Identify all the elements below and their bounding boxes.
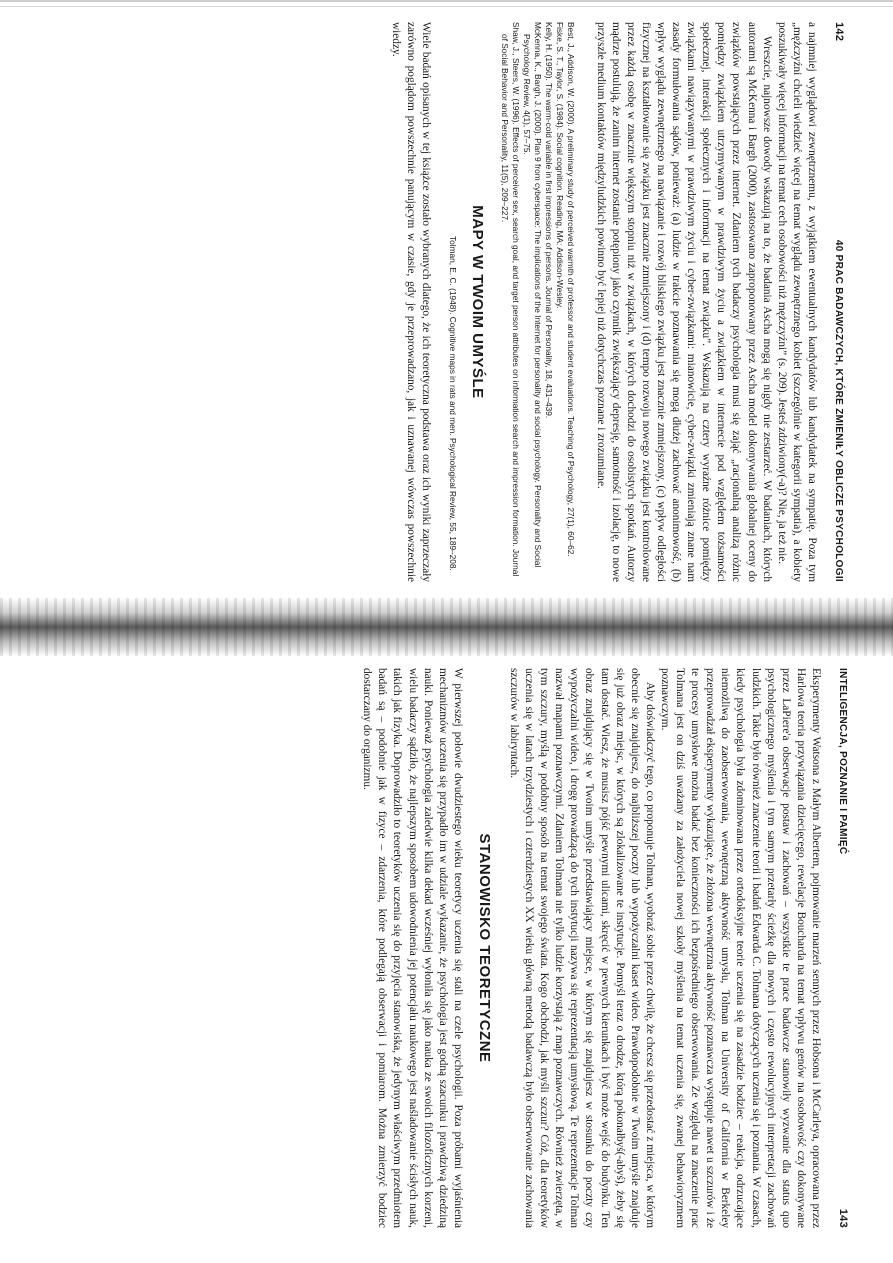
body-paragraph: Wreszcie, najnowsze dowody wskazują na to, że badania Ascha mogą się nigdy nie zestarzeć. W badaniach, których autorami są McKenna i Bargh (2000), zastosowano zaproponowany przez Ascha model dokonywania globalnej oceny do związków powstających przez internet. Zdaniem tych badaczy psychologia musi się zająć „racjonalną analizą różnic pomiędzy związkiem utrzymywanym w prawdziwym życiu a związkiem w internecie pod względem tożsamości społecznej, interakcji społecznych i informacji na temat związku”. Wskazują na cztery wyraźne różnice pomiędzy związkami nawiązywanymi w prawdziwym życiu i cyber-związkami: mianowicie, cyber-związki zmieniają znane nam zasady formułowania sądów, ponieważ: (a) ludzie w trakcie poznawania się mogą dłużej zachować anonimowość, (b) wpływ wyglądu zewnętrznego na nawiązanie i rozwój bliskiego związku jest znacznie zmniejszony, (c) wpływ odległości fizycznej na kształtowanie się związku jest znacznie zmniejszony i (d) tempo rozwoju nowego związku jest kontrolowane przez każdą osobę w znacznie większym stopniu niż w związkach, w których dochodzi do osobistych spotkań. Autorzy mądrze postulują, że zanim internet zostanie potępiony jako czynnik zwiększający depresję, samotność i izolację, to nowe przyszłe medium kontaktów międzyludzkich powinno być lepiej niż dotychczas poznane i zrozumiane. — [594, 22, 773, 582]
page-number: 142 — [833, 22, 845, 42]
body-paragraph: W pierwszej połowie dwudziestego wieku teoretycy uczenia się stali na czele psychologii. Poza próbami wyjaśnienia mechanizmów uczenia się przypadło im w udziale wykazanie, że psychologia jest godną szacunku i prawdziwą dziedziną nauki. Ponieważ psychologia zaledwie kilka dekad wcześniej wyłoniła się jako nauka ze swoich filozoficznych korzeni, wielu badaczy sądziło, że najlepszym sposobem udowodnienia jej potencjału naukowego jest naśladowanie ścisłych nauk, takich jak fizyka. Doprowadziło to teoretyków uczenia się do przyjęcia stanowiska, że jedynym właściwym przedmiotem badań są – podobnie jak w fizyce – zdarzenia, które podlegają obserwacji i pomiarom. Można zmierzyć bodziec dostarczany do organizmu. — [361, 668, 464, 1228]
body-paragraph: a najmniej wyglądowi zewnętrznemu, z wyjątkiem ewentualnych kandydatów lub kandydatek na sympatię. Poza tym „mężczyźni chcieli wiedzieć więcej na temat wyglądu zewnętrznego kobiet (szczególnie w kategorii sympatia), a kobiety poszukiwały więcej informacji na temat cech osobowości niż mężczyźni” (s. 209). Jesteś zdziwiony(-a)? Nie, ja też nie. — [775, 22, 818, 582]
chapter-title: MAPY W TWOIM UMYŚLE — [469, 205, 487, 399]
scan-edge-artifact — [0, 0, 893, 14]
left-page — [26, 22, 846, 582]
running-head — [835, 668, 850, 1228]
running-head-title: INTELIGENCJA, POZNANIE I PAMIĘĆ — [837, 668, 848, 855]
page-number: 143 — [837, 1208, 849, 1228]
running-head-title: 40 PRAC BADAWCZYCH, KTÓRE ZMIENIŁY OBLICZE PSYCHOLOGII — [833, 239, 844, 582]
right-page — [30, 668, 850, 1228]
reference-item: Best, J., Addison, W. (2000). A preliminary study of perceived warmth of professor and student evaluations. Teaching of Psychology, 27(1), 60–62. — [566, 22, 577, 557]
source-reference: Tolman, E. C. (1948). Cognitive maps in rats and men. Psychological Review, 55, 189–208. — [448, 236, 459, 571]
body-paragraph: Eksperymenty Watsona z Małym Albertem, pojmowanie marzeń sennych przez Hobsona i McCarleya, opracowana przez Harlowa teoria przywiązania dziecięcego, rewelacje Boucharda na temat wpływu genów na osobowość czy dokonywane przez LaPiere'a obserwacje postaw i zachowań – wszystkie te prace badawcze stanowiły wyzwanie dla status quo psychologicznego myślenia i tym samym przetarły ścieżkę dla nowych i często rewolucyjnych interpretacji zachowań ludzkich. Takie było również znaczenie teorii i badań Edwarda C. Tolmana dotyczących uczenia się i poznania. W czasach, kiedy psychologia była zdominowana przez ortodoksyjne teorie uczenia się na zasadzie bodziec – reakcja, odrzucające niemożliwą do zaobserwowania, wewnętrzną aktywność umysłu, Tolman na University of California w Berkeley przeprowadzał eksperymenty wykazujące, że złożona wewnętrzna aktywność poznawcza występuje nawet u szczurów i że te procesy umysłowe można badać bez konieczności ich bezpośredniego obserwowania. Ze względu na znaczenie prac Tolmana jest on dziś uważany za założyciela nowej szkoły myślenia na temat uczenia się, zwanej behawioryzmem poznawczym. — [658, 668, 822, 1228]
reference-item: Kelly, H. (1950). The warm-cold variable in first impressions of persons. Journal of Personality, 18, 431–439. — [544, 22, 555, 419]
book-gutter-shadow — [0, 598, 893, 656]
reference-list — [500, 22, 577, 582]
body-paragraph: Aby doświadczyć tego, co proponuje Tolman, wyobraź sobie przez chwilę, że chcesz się przedostać z miejsca, w którym obecnie się znajdujesz, do najbliższej poczty lub wypożyczalni kaset wideo. Prawdopodobnie w Twoim umyśle znajduje się już obraz miejsc, w których są zlokalizowane te instytucje. Pomyśl teraz o drodze, którą pokonałbyś(-abyś), żeby się tam dostać. Wiesz, że musisz pójść pewnymi ulicami, skręcić w pewnych kierunkach i być może wejść do budynku. Ten obraz znajdujący się w Twoim umyśle przedstawiający miejsce, w którym się znajdujesz w stosunku do poczty czy wypożyczalni wideo, i drogę prowadzącą do tych instytucji nazywa się reprezentacją umysłową. Te reprezentacje Tolman nazwał mapami poznawczymi. Zdaniem Tolmana nie tylko ludzie korzystają z map poznawczych. Również zwierzęta, w tym szczury, myślą w podobny sposób na temat swojego świata. Kogo obchodzi, jak myśli szczur? Cóż, dla teoretyków uczenia się w latach trzydziestych i czterdziestych XX wieku główną metodą badawczą było obserwowanie zachowania szczurów w labiryntach. — [508, 668, 656, 1228]
running-head — [831, 22, 846, 582]
section-title: STANOWISKO TEORETYCZNE — [475, 833, 493, 1063]
reference-item: Fiske, S. T., Taylor, S. (1984). Social cognition. Reading, MA: Addison-Wesley. — [555, 22, 566, 309]
reference-item: McKenna, K., Bargh, J. (2000). Plan 9 from cyberspace: The implications of the Internet for personality and social psychology. Personality and Social Psychology Review, 4(1), 57–75. — [522, 22, 544, 568]
reference-item: Shaw, J., Steers, W. (1996). Effects of perceiver sex, search goal, and target person attributes on information search and impression formation. Journal of Social Behavior and Personality, 11(5), 209–227. — [500, 22, 522, 577]
body-paragraph: Wiele badań opisanych w tej książce zostało wybranych dlatego, że ich teoretyczna podstawa oraz ich wyniki zaprzeczały zarówno poglądom powszechnie panującym w czasie, gdy je przeprowadzano, jak i uznawanej wówczas powszechnie wiedzy. — [390, 22, 433, 582]
